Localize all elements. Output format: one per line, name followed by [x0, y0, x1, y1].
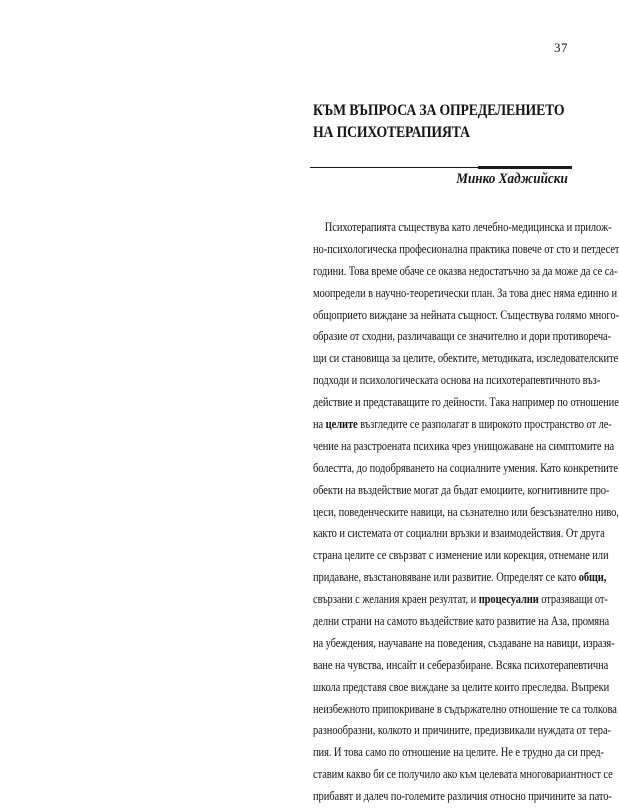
body-text-run: отразяващи от-	[538, 592, 608, 607]
body-line: разнообразни, колкото и причините, предизвикали нуждата от тера-	[313, 723, 611, 738]
body-line: моопредели в научно-теоретически план. За това днес няма единно и	[313, 285, 618, 300]
body-text-run: на	[313, 417, 326, 432]
body-line-with-bold	[313, 567, 607, 589]
article-title-line-2: НА ПСИХОТЕРАПИЯТА	[313, 124, 470, 141]
article-author: Минко Хаджийски	[456, 171, 568, 187]
body-line: чение на разстроената психика чрез унищожаване на симптомите на	[313, 438, 615, 453]
body-line: на убеждения, научаване на поведения, създаване на навици, изразя-	[313, 635, 615, 650]
bold-term-procesualni: процесуални	[478, 592, 539, 607]
body-line: страна целите се свързват с изменение или корекция, отнемане или	[313, 548, 609, 563]
body-line: прибавят и далеч по-големите различия относно причините за пато-	[313, 789, 612, 804]
body-line: Психотерапията съществува като лечебно-медицинска и прилож-	[324, 220, 612, 234]
body-text-run: придаване, възстановяване или развитие. Определят се като	[313, 570, 579, 585]
page-number: 37	[554, 40, 568, 55]
body-text-run: възгледите се разполагат в широкото пространство от ле-	[357, 417, 612, 432]
body-line: действие и представащите го дейности. Така например по отношение	[313, 395, 619, 410]
article-body	[313, 217, 619, 808]
article-title	[313, 100, 564, 144]
body-line: щи си становища за целите, обектите, методиката, изследователските	[313, 351, 619, 366]
title-divider-rule	[310, 166, 572, 169]
body-line-with-bold	[313, 589, 608, 611]
body-line: болестта, до подобряването на социалните умения. Като конкретните	[313, 460, 618, 475]
body-text-run: свързани с желания краен резултат, и	[313, 592, 479, 607]
body-line: подходи и психологическата основа на психотерапевтичното въз-	[313, 373, 601, 388]
body-line: школа представя свое виждане за целите които преследва. Въпреки	[313, 679, 610, 694]
body-line: образие от сходни, различаващи се значително и дори противоречa-	[313, 329, 612, 344]
body-line: но-психологическа професионална практика повече от сто и петдесет	[313, 241, 619, 256]
body-line-with-bold	[313, 414, 612, 436]
body-line: обекти на въздействие могат да бъдат емоциите, когнитивните про-	[313, 482, 610, 497]
body-line: години. Това време обаче се оказва недостатъчно за да може да се са-	[313, 263, 618, 278]
body-line: както и системата от социални връзки и взаимодействия. От друга	[313, 526, 605, 541]
bold-term-obshti: общи,	[578, 570, 607, 585]
divider-thick-segment	[478, 166, 572, 169]
body-line: общоприето виждане за нейната същност. Съществува голямо много-	[313, 307, 619, 322]
body-line: пия. И това само по отношение на целите. Не е трудно да си пред-	[313, 745, 604, 760]
body-line: ставим какво би се получило ако към целевата многовариантност се	[313, 767, 613, 782]
divider-thin-segment	[310, 167, 480, 168]
body-line: делни страни на самото въздействие като развитие на Аза, промяна	[313, 614, 610, 629]
body-line: ване на чувства, инсайт и себеразбиране. Всяка психотерапевтична	[313, 657, 609, 672]
bold-term-celite: целите	[325, 417, 358, 432]
body-line: цеси, поведенческите навици, на съзнателно или безсъзнателно ниво,	[313, 504, 619, 519]
body-line: неизбежното припокриване в съдържателно отношение те са толкова	[313, 701, 617, 716]
article-title-line-1: КЪМ ВЪПРОСА ЗА ОПРЕДЕЛЕНИЕТО	[313, 102, 565, 119]
